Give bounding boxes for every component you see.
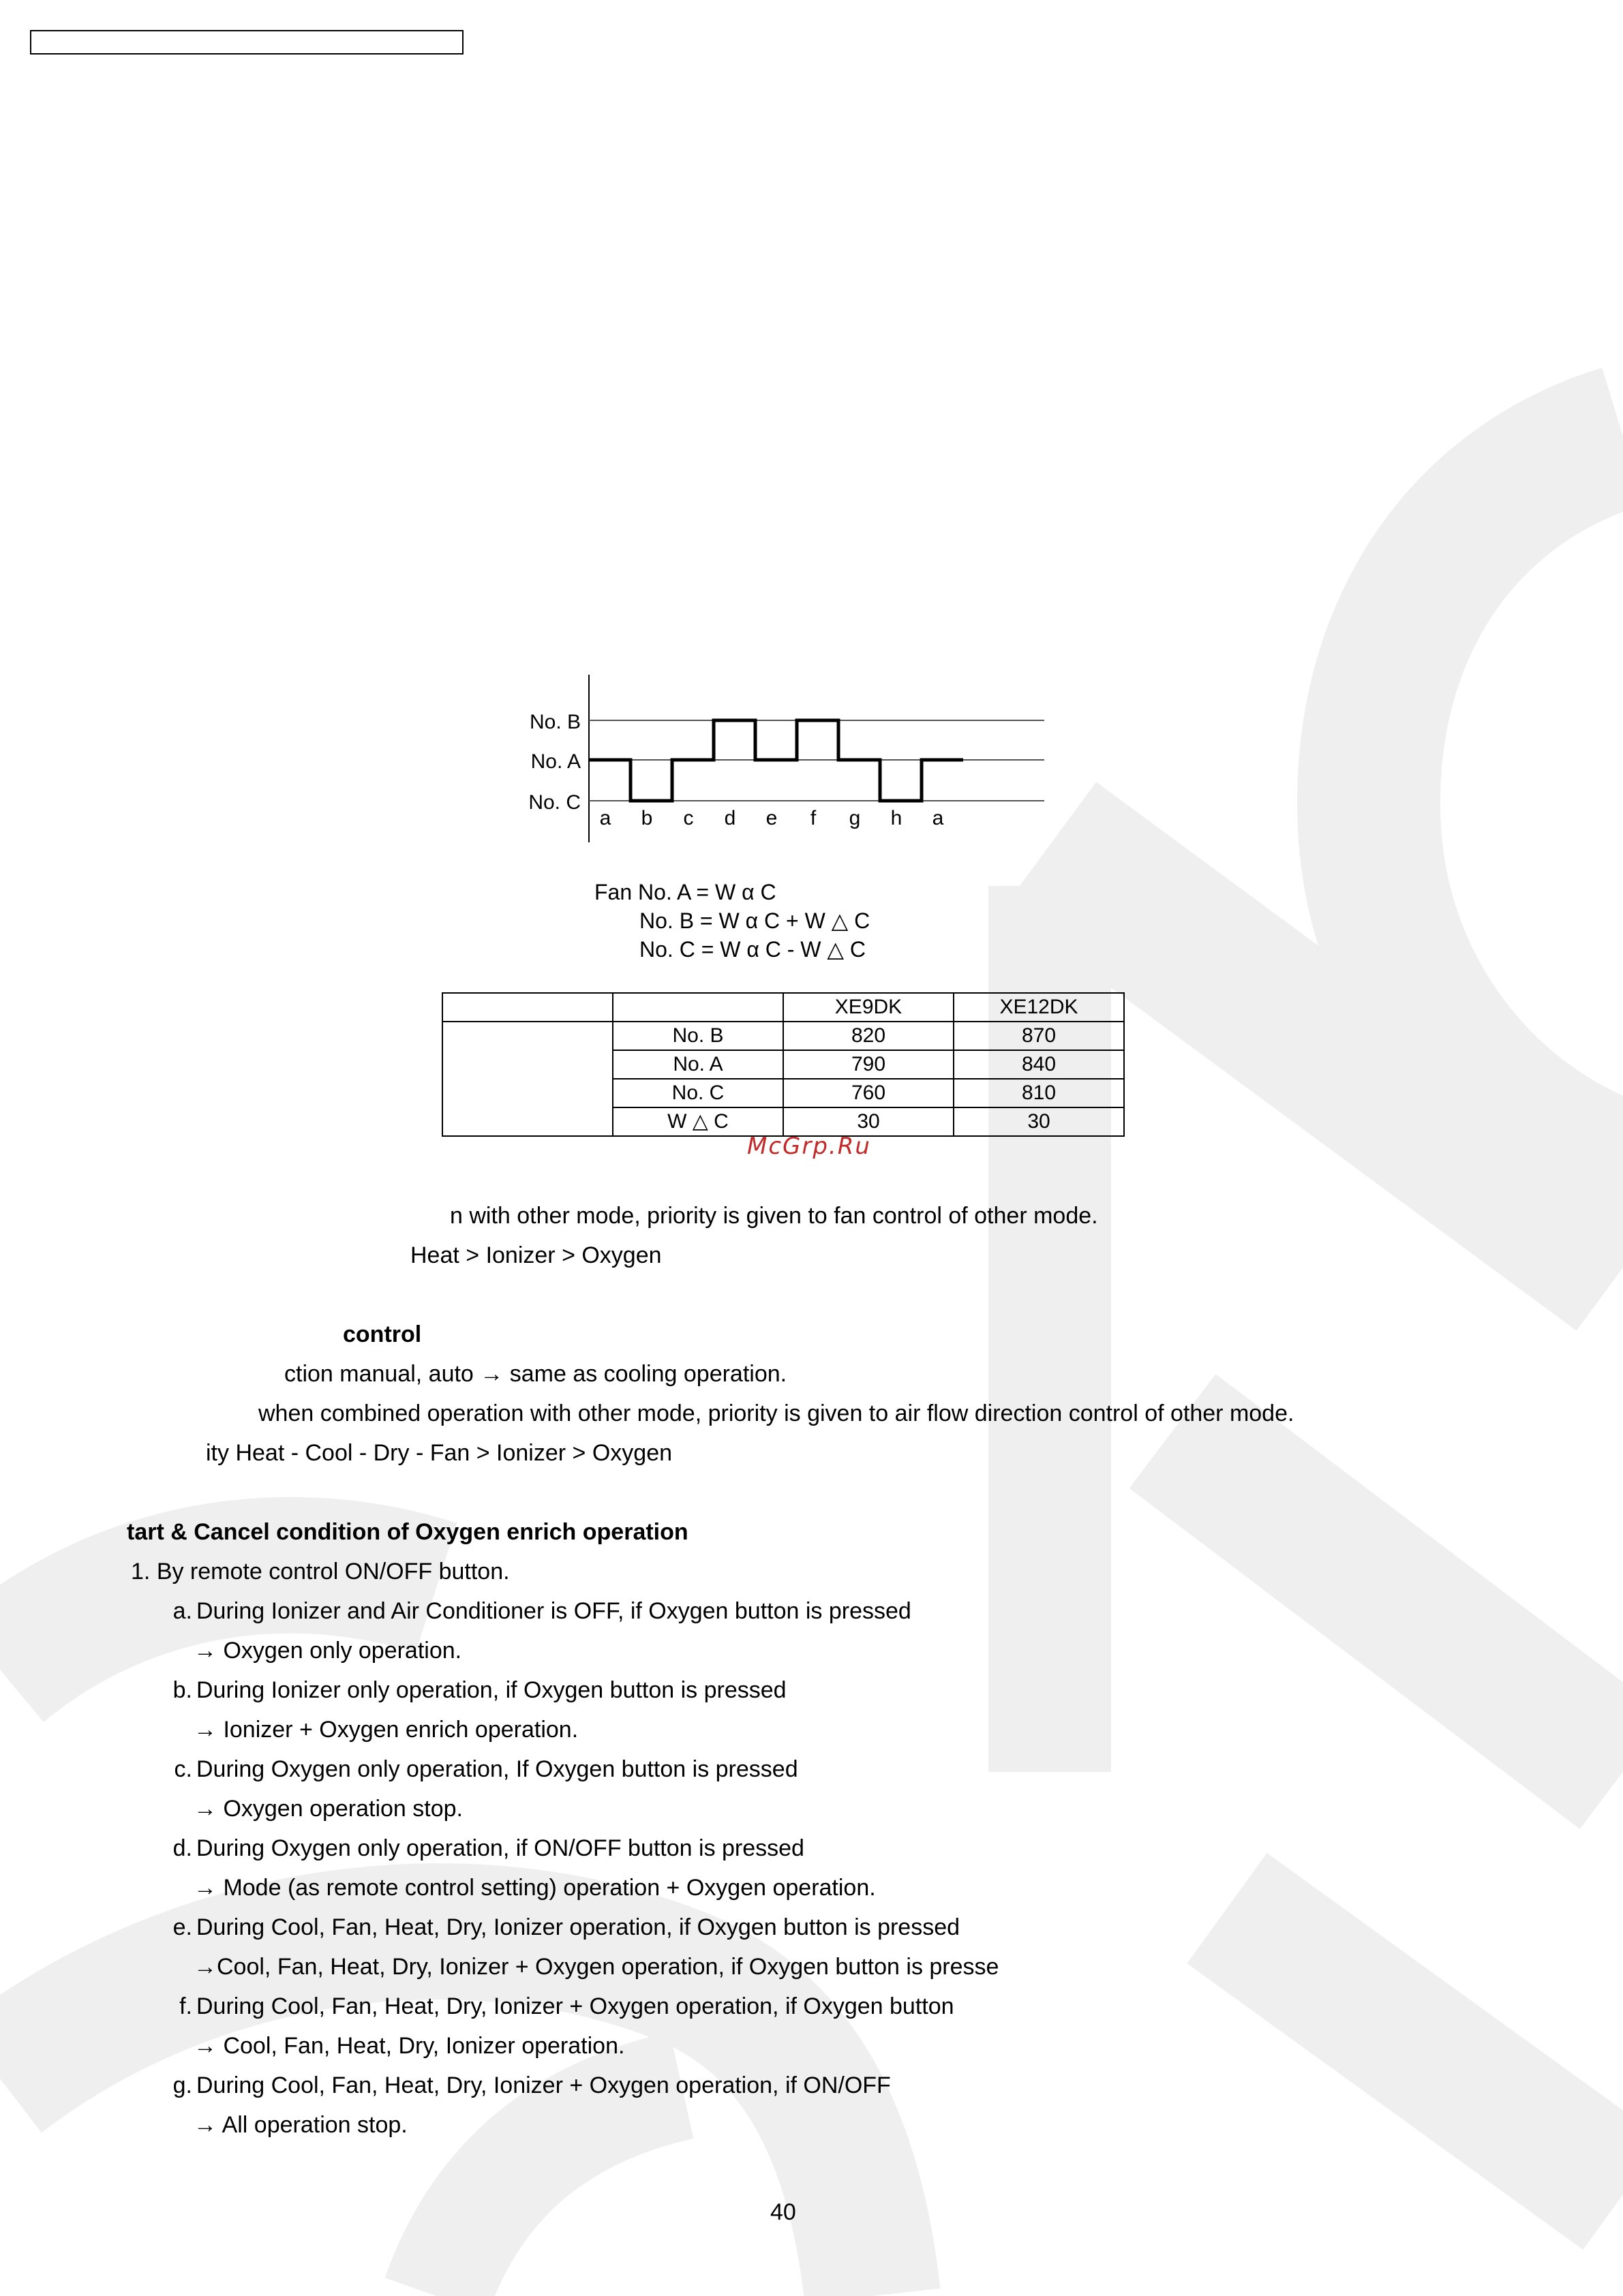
list-text: During Cool, Fan, Heat, Dry, Ionizer + Oxygen operation, if ON/OFF	[196, 2072, 891, 2098]
table-cell-xe9dk: 820	[783, 1022, 954, 1050]
table-cell-xe12dk: 810	[954, 1079, 1124, 1107]
table-cell-xe9dk: 760	[783, 1079, 954, 1107]
table-header-cell	[442, 993, 613, 1022]
sequence-label: b	[641, 807, 653, 829]
page-number: 40	[770, 2199, 796, 2225]
formula-line-2: No. B = W α C + W △ C	[639, 908, 870, 933]
list-text: During Cool, Fan, Heat, Dry, Ionizer operation, if Oxygen button is pressed	[196, 1914, 960, 1940]
list-letter: g.	[172, 2072, 192, 2098]
table-cell-xe12dk: 840	[954, 1050, 1124, 1079]
list-result: → Mode (as remote control setting) operation + Oxygen operation.	[194, 1875, 876, 1901]
formula-line-1: Fan No. A = W α C	[594, 880, 776, 904]
list-result: → Oxygen operation stop.	[194, 1796, 464, 1822]
list-result: → Ionizer + Oxygen enrich operation.	[194, 1717, 579, 1743]
table-header-row	[442, 993, 1124, 1022]
table-cell-label: No. A	[613, 1050, 783, 1079]
fan-speed-table	[442, 992, 1125, 1137]
level-label-b: No. B	[529, 711, 581, 733]
sequence-label: a	[599, 807, 611, 829]
table-cell-xe9dk: 30	[783, 1107, 954, 1136]
header-box	[30, 30, 464, 55]
list-letter: b.	[172, 1677, 192, 1703]
list-result: → Oxygen only operation.	[194, 1638, 462, 1664]
list-item	[168, 1597, 911, 1625]
list-letter: c.	[174, 1756, 192, 1782]
sequence-label: a	[932, 807, 944, 829]
table-row	[442, 1022, 1124, 1050]
list-text: During Cool, Fan, Heat, Dry, Ionizer + Oxygen operation, if Oxygen button	[196, 1993, 954, 2019]
oxygen-heading: tart & Cancel condition of Oxygen enrich operation	[127, 1519, 688, 1545]
site-watermark-text: McGrp.Ru	[747, 1133, 871, 1160]
list-item	[168, 1835, 804, 1862]
list-item	[168, 1993, 954, 2020]
list-text: By remote control ON/OFF button.	[156, 1559, 510, 1585]
direction-manual: ction manual, auto → same as cooling operation.	[284, 1361, 787, 1387]
list-result: → All operation stop.	[194, 2112, 408, 2138]
list-item	[168, 1756, 798, 1783]
sequence-label: c	[683, 807, 694, 829]
direction-combined: when combined operation with other mode, priority is given to air flow direction control of other mode.	[258, 1400, 1294, 1426]
list-result: → Cool, Fan, Heat, Dry, Ionizer operation.	[194, 2033, 625, 2059]
table-header-cell: XE12DK	[954, 993, 1124, 1022]
list-text: During Oxygen only operation, If Oxygen button is pressed	[196, 1756, 798, 1782]
list-item	[168, 1677, 787, 1704]
sequence-label: g	[849, 807, 861, 829]
list-text: During Oxygen only operation, if ON/OFF button is pressed	[196, 1835, 804, 1861]
sequence-label: h	[890, 807, 902, 829]
sequence-label: d	[724, 807, 736, 829]
table-cell-xe12dk: 870	[954, 1022, 1124, 1050]
table-header-cell	[613, 993, 783, 1022]
direction-priority: ity Heat - Cool - Dry - Fan > Ionizer > Oxygen	[206, 1440, 673, 1466]
table-cell-label: W △ C	[613, 1107, 783, 1136]
level-label-a: No. A	[530, 750, 581, 773]
fan-note: n with other mode, priority is given to fan control of other mode.	[450, 1203, 1098, 1229]
sequence-label: e	[765, 807, 778, 829]
list-item-1	[131, 1558, 510, 1585]
level-label-c: No. C	[528, 791, 581, 814]
list-number: 1.	[131, 1559, 151, 1585]
table-cell-label: No. B	[613, 1022, 783, 1050]
list-text: During Ionizer only operation, if Oxygen button is pressed	[196, 1677, 787, 1703]
list-letter: d.	[172, 1835, 192, 1861]
table-cell-xe9dk: 790	[783, 1050, 954, 1079]
list-result: →Cool, Fan, Heat, Dry, Ionizer + Oxygen operation, if Oxygen button is presse	[194, 1954, 999, 1980]
list-letter: e.	[172, 1914, 192, 1940]
table-header-cell: XE9DK	[783, 993, 954, 1022]
sequence-label: f	[810, 807, 817, 829]
list-item	[168, 1914, 960, 1941]
list-letter: a.	[172, 1598, 192, 1624]
table-merged-cell	[442, 1022, 613, 1136]
fan-speed-diagram	[504, 668, 1063, 852]
list-item	[168, 2072, 891, 2099]
fan-priority: Heat > Ionizer > Oxygen	[410, 1242, 662, 1268]
control-heading: control	[343, 1321, 422, 1347]
formula-block	[594, 878, 870, 964]
table-cell-xe12dk: 30	[954, 1107, 1124, 1136]
table-cell-label: No. C	[613, 1079, 783, 1107]
list-letter: f.	[179, 1993, 192, 2019]
list-text: During Ionizer and Air Conditioner is OFF, if Oxygen button is pressed	[196, 1598, 911, 1624]
formula-line-3: No. C = W α C - W △ C	[639, 937, 866, 962]
